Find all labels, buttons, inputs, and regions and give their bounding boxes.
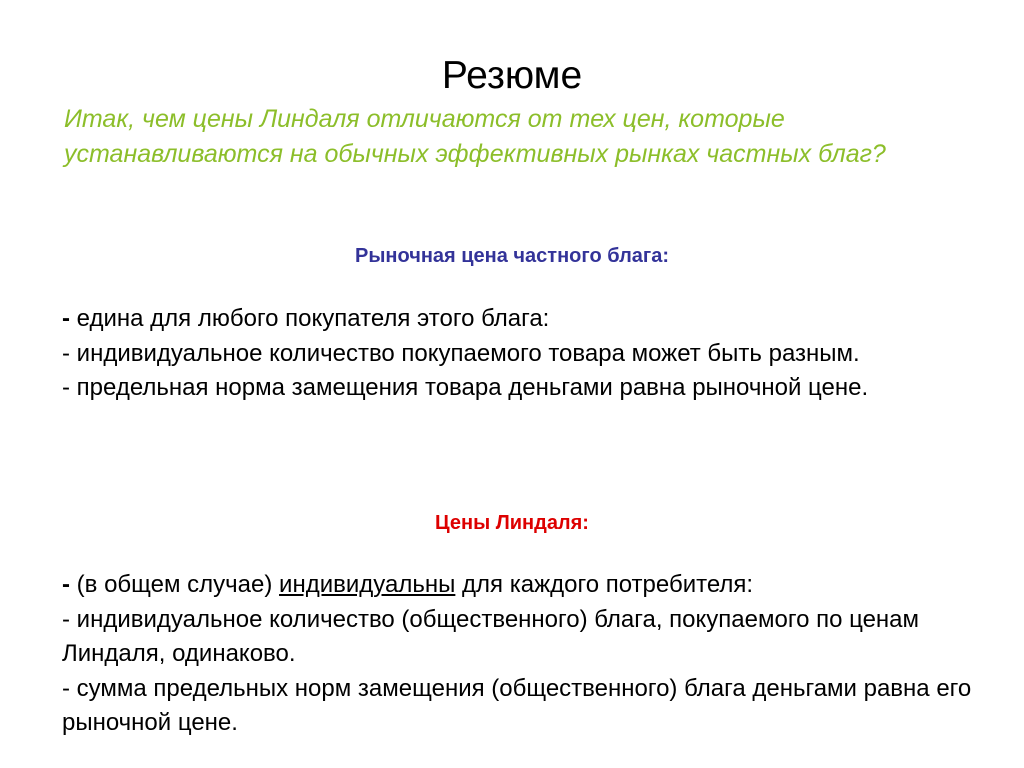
private-good-points: [62, 302, 972, 406]
lindahl-points: [62, 568, 972, 741]
private-good-point-2: - индивидуальное количество покупаемого товара может быть разным.: [62, 339, 860, 367]
lindahl-point-1-pre: (в общем случае): [70, 571, 280, 598]
private-good-point-1: [62, 302, 972, 337]
private-good-heading: Рыночная цена частного блага:: [354, 245, 670, 267]
bullet-dash: -: [62, 571, 70, 598]
bullet-dash: -: [62, 305, 70, 332]
question-text: Итак, чем цены Линдаля отличаются от тех цен, которые устанавливаются на обычных эффективных рынках частных благ?: [64, 105, 886, 168]
private-good-point-1-text: едина для любого покупателя этого блага:: [70, 305, 550, 332]
lindahl-point-1: [62, 568, 972, 603]
lindahl-heading: Цены Линдаля:: [435, 512, 589, 534]
lindahl-point-1-underlined: индивидуальны: [279, 571, 456, 598]
lindahl-point-2: - индивидуальное количество (общественного) блага, покупаемого по ценам Линдаля, одинаково.: [62, 605, 920, 667]
lindahl-point-1-post: для каждого потребителя:: [455, 571, 754, 598]
lindahl-point-3: - сумма предельных норм замещения (общественного) блага деньгами равна его рыночной цене.: [62, 674, 972, 736]
slide-title: Резюме: [441, 54, 583, 97]
private-good-point-3: - предельная норма замещения товара деньгами равна рыночной цене.: [62, 374, 869, 401]
